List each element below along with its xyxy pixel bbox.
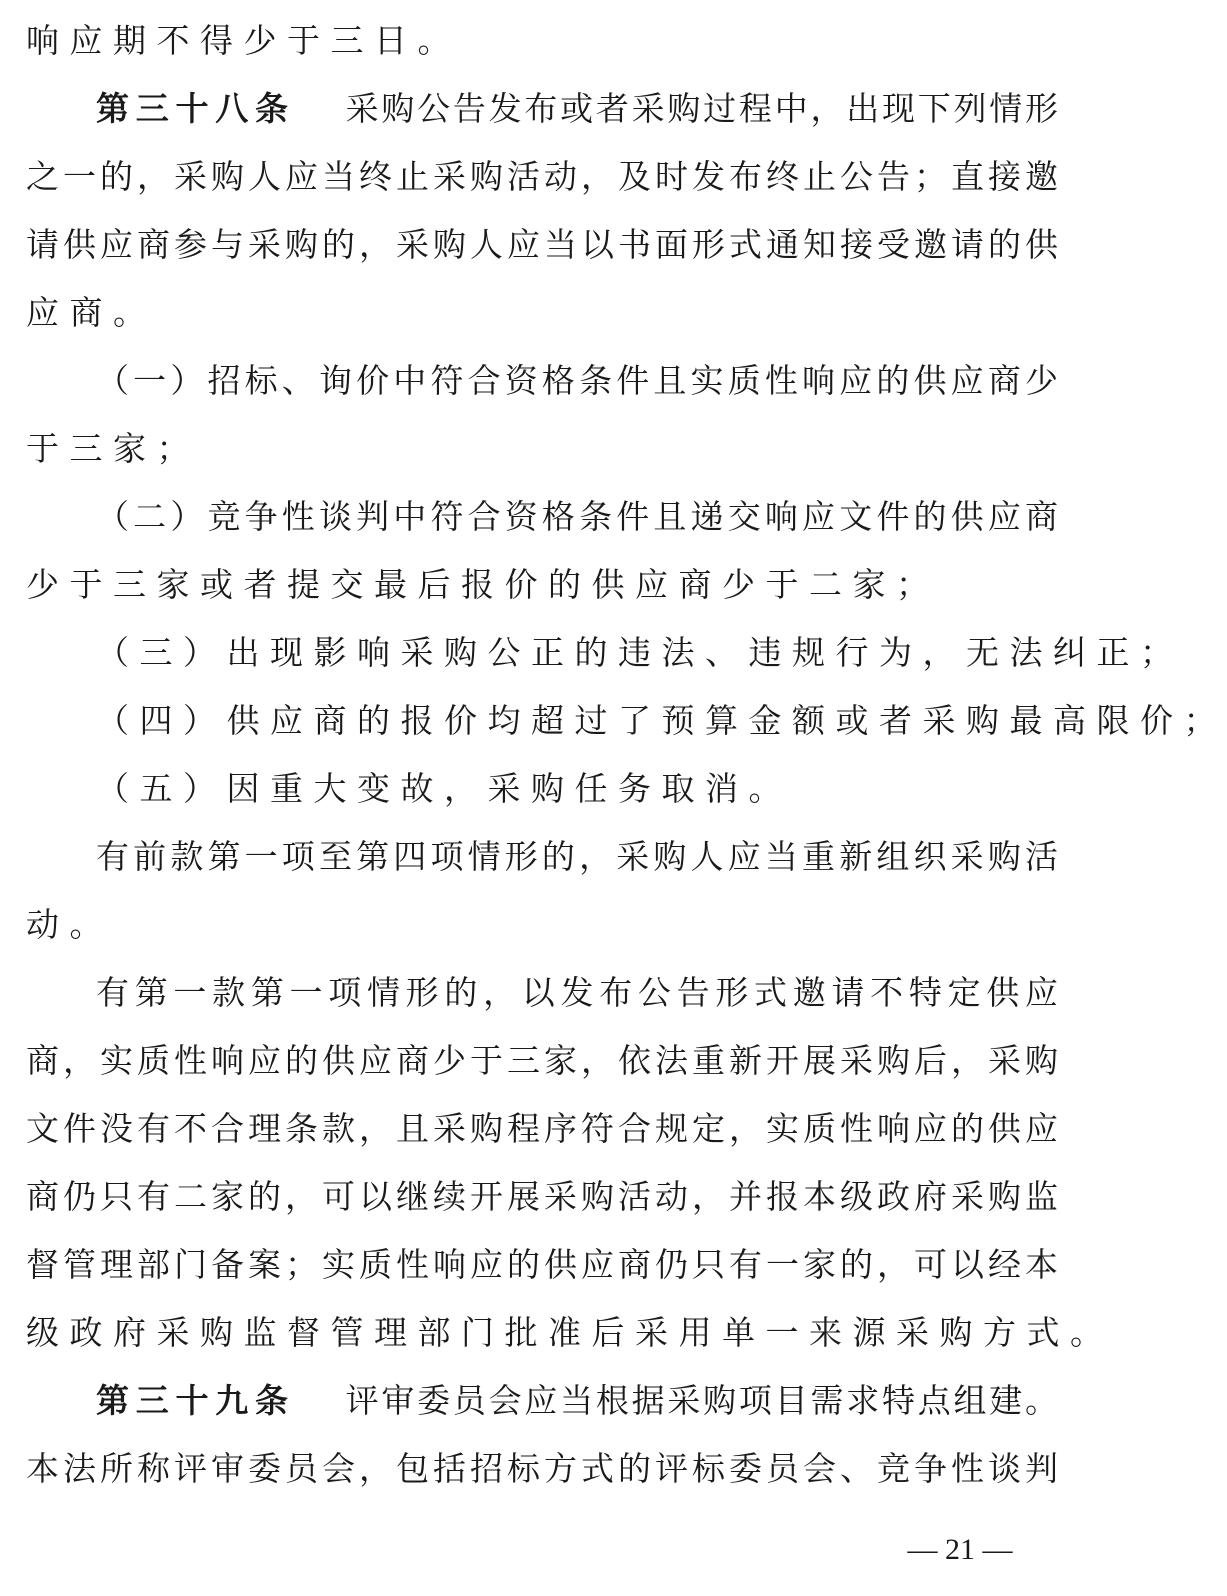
text-line: 有前款第一项至第四项情形的，采购人应当重新组织采购活 bbox=[96, 837, 1058, 876]
text-line: 应商。 bbox=[26, 293, 157, 332]
text-line: 评审委员会应当根据采购项目需求特点组建。 bbox=[342, 1381, 1059, 1420]
article-38-heading: 第三十八条 bbox=[96, 89, 295, 128]
text-line: （一）招标、询价中符合资格条件且实质性响应的供应商少 bbox=[96, 361, 1058, 400]
text-line: 商仍只有二家的，可以继续开展采购活动，并报本级政府采购监 bbox=[26, 1177, 1058, 1216]
text-line: 文件没有不合理条款，且采购程序符合规定，实质性响应的供应 bbox=[26, 1109, 1058, 1148]
text-line: 之一的，采购人应当终止采购活动，及时发布终止公告；直接邀 bbox=[26, 157, 1058, 196]
text-line: 督管理部门备案；实质性响应的供应商仍只有一家的，可以经本 bbox=[26, 1245, 1058, 1284]
article-39-heading: 第三十九条 bbox=[96, 1381, 295, 1420]
article-38-first-line bbox=[26, 79, 1058, 139]
article-39-first-line bbox=[26, 1371, 1058, 1431]
text-line: 采购公告发布或者采购过程中，出现下列情形 bbox=[342, 89, 1059, 128]
text-line: （三）出现影响采购公正的违法、违规行为，无法纠正； bbox=[96, 633, 1184, 672]
text-line: （五）因重大变故，采购任务取消。 bbox=[96, 769, 792, 808]
text-line: （四）供应商的报价均超过了预算金额或者采购最高限价； bbox=[96, 701, 1227, 740]
text-line: 响应期不得少于三日。 bbox=[26, 21, 461, 60]
text-line: 本法所称评审委员会，包括招标方式的评标委员会、竞争性谈判 bbox=[26, 1449, 1058, 1488]
page-number: — 21 — bbox=[907, 1533, 1013, 1566]
text-line: 商，实质性响应的供应商少于三家，依法重新开展采购后，采购 bbox=[26, 1041, 1058, 1080]
text-line: 级政府采购监督管理部门批准后采用单一来源采购方式。 bbox=[26, 1313, 1114, 1352]
text-line: 动。 bbox=[26, 905, 113, 944]
text-line: 有第一款第一项情形的，以发布公告形式邀请不特定供应 bbox=[96, 973, 1058, 1012]
text-line: 于三家； bbox=[26, 429, 200, 468]
text-line: 少于三家或者提交最后报价的供应商少于二家； bbox=[26, 565, 940, 604]
text-line: 请供应商参与采购的，采购人应当以书面形式通知接受邀请的供 bbox=[26, 225, 1058, 264]
text-line: （二）竞争性谈判中符合资格条件且递交响应文件的供应商 bbox=[96, 497, 1058, 536]
